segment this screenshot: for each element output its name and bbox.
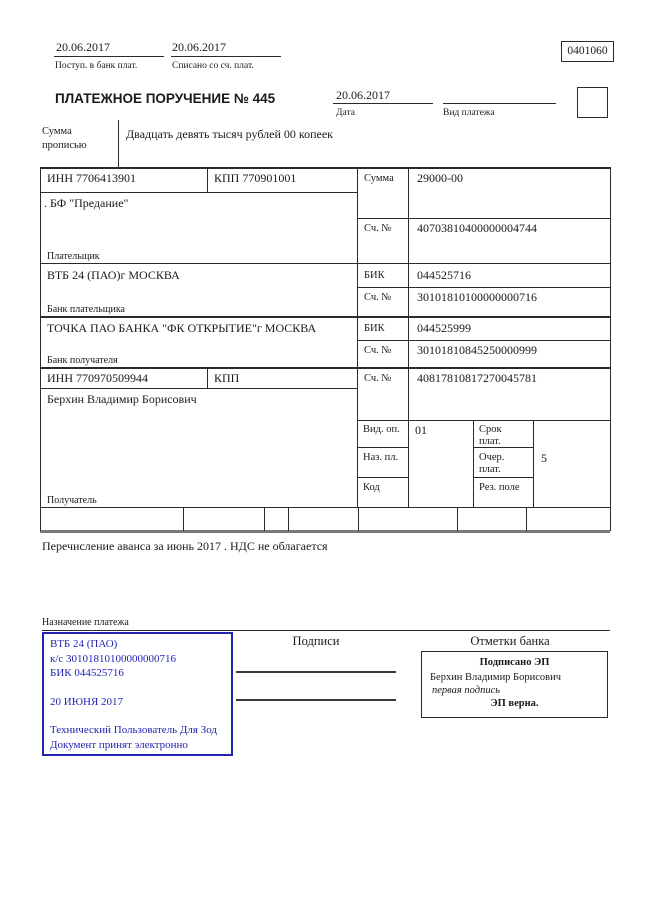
payee-account: 40817810817270045781	[417, 371, 537, 385]
ep-signature-box	[421, 651, 608, 718]
payer-account: 40703810400000004744	[417, 221, 537, 235]
divider-line	[40, 167, 41, 531]
amount-label: Сумма	[364, 173, 394, 184]
bank-stamp-box	[42, 632, 233, 756]
payer-bank-account: 30101810100000000716	[417, 290, 537, 304]
stamp-corr-account: к/с 30101810100000000716	[50, 652, 177, 665]
payer-inn: ИНН 7706413901	[47, 171, 136, 185]
divider-line	[40, 388, 357, 389]
payer-kpp: КПП 770901001	[214, 171, 297, 185]
divider-line	[40, 263, 610, 264]
payee-inn: ИНН 770970509944	[47, 371, 148, 385]
divider-line	[40, 367, 610, 369]
divider-line	[357, 218, 610, 219]
divider-line	[207, 367, 208, 388]
payer-bank-account-label: Сч. №	[364, 292, 392, 303]
amount-value: 29000-00	[417, 171, 463, 185]
divider-line	[533, 420, 534, 507]
payer-bank-label: Банк плательщика	[47, 304, 125, 315]
divider-line	[40, 316, 610, 318]
bank-marks-header: Отметки банка	[470, 634, 550, 648]
payment-purpose-code-label: Наз. пл.	[363, 452, 399, 463]
payer-bank-bik-label: БИК	[364, 270, 385, 281]
divider-line	[171, 56, 281, 57]
divider-line	[40, 167, 610, 169]
divider-line	[358, 507, 359, 531]
ep-title: Подписано ЭП	[479, 657, 550, 668]
payee-bank-label: Банк получателя	[47, 355, 118, 366]
debited-from-account-label: Списано со сч. плат.	[172, 61, 254, 71]
stamp-user: Технический Пользователь Для Зод	[50, 724, 218, 736]
stamp-spacer	[50, 681, 225, 695]
stamp-date: 20 ИЮНЯ 2017	[50, 695, 124, 708]
divider-line	[183, 507, 184, 531]
stamp-accepted: Документ принят электронно	[50, 738, 188, 751]
payee-bank-bik: 044525999	[417, 321, 471, 335]
amount-words-label: Сумма прописью	[42, 126, 87, 151]
ep-sign-type: первая подпись	[432, 685, 501, 696]
signatures-header: Подписи	[292, 634, 340, 648]
payment-term-label: Срок плат.	[479, 424, 502, 447]
divider-line	[207, 167, 208, 192]
payer-bank-name: ВТБ 24 (ПАО)г МОСКВА	[47, 268, 180, 282]
form-code-box	[561, 41, 614, 62]
payment-kind-label: Вид платежа	[443, 108, 495, 118]
payee-bank-account-label: Сч. №	[364, 345, 392, 356]
received-in-bank-date: 20.06.2017	[56, 40, 110, 54]
divider-line	[333, 103, 433, 104]
stamp-bank-name: ВТБ 24 (ПАО)	[50, 638, 118, 650]
divider-line	[473, 477, 533, 478]
payment-order-label: Очер. плат.	[479, 452, 505, 475]
divider-line	[357, 420, 610, 421]
op-type-value: 01	[415, 423, 427, 437]
divider-line	[54, 56, 164, 57]
received-in-bank-label: Поступ. в банк плат.	[55, 61, 138, 71]
payer-label: Плательщик	[47, 251, 100, 262]
document-date: 20.06.2017	[336, 88, 390, 102]
payment-purpose-label: Назначение платежа	[42, 617, 129, 628]
payee-label: Получатель	[47, 495, 97, 506]
signature-line-2	[236, 699, 396, 701]
divider-line	[457, 507, 458, 531]
divider-line	[40, 530, 610, 533]
signature-line-1	[236, 671, 396, 673]
divider-line	[118, 120, 119, 168]
payment-status-box	[577, 87, 608, 118]
payee-name: Берхин Владимир Борисович	[47, 392, 197, 406]
debited-from-account-date: 20.06.2017	[172, 40, 226, 54]
divider-line	[357, 447, 408, 448]
payee-bank-account: 30101810845250000999	[417, 343, 537, 357]
op-type-label: Вид. оп.	[363, 424, 400, 435]
divider-line	[357, 167, 358, 507]
ep-signer-name: Берхин Владимир Борисович	[430, 672, 561, 683]
divider-line	[288, 507, 289, 531]
reserve-field-label: Рез. поле	[479, 482, 520, 493]
divider-line	[408, 167, 409, 507]
stamp-spacer	[50, 709, 225, 723]
divider-line	[357, 287, 610, 288]
payee-account-label: Сч. №	[364, 373, 392, 384]
ep-verified: ЭП верна.	[490, 698, 539, 709]
divider-line	[40, 507, 610, 508]
payer-account-label: Сч. №	[364, 223, 392, 234]
payee-bank-name: ТОЧКА ПАО БАНКА "ФК ОТКРЫТИЕ"г МОСКВА	[47, 321, 317, 335]
payment-order-value: 5	[541, 451, 547, 465]
stamp-bik: БИК 044525716	[50, 667, 124, 679]
divider-line	[357, 340, 610, 341]
form-code: 0401060	[567, 45, 608, 57]
divider-line	[473, 420, 474, 507]
divider-line	[42, 630, 610, 631]
divider-line	[610, 167, 611, 531]
divider-line	[40, 192, 357, 193]
payee-kpp-label: КПП	[214, 371, 240, 385]
payer-name: . БФ "Предание"	[44, 196, 129, 210]
amount-words-value: Двадцать девять тысяч рублей 00 копеек	[126, 127, 333, 141]
document-title: ПЛАТЕЖНОЕ ПОРУЧЕНИЕ № 445	[55, 91, 276, 106]
payee-bank-bik-label: БИК	[364, 323, 385, 334]
payment-purpose-text: Перечисление аванса за июнь 2017 . НДС не облагается	[42, 539, 328, 553]
divider-line	[264, 507, 265, 531]
date-label: Дата	[336, 108, 355, 118]
divider-line	[357, 477, 408, 478]
payer-bank-bik: 044525716	[417, 268, 471, 282]
code-label: Код	[363, 482, 380, 493]
divider-line	[443, 103, 556, 104]
divider-line	[526, 507, 527, 531]
